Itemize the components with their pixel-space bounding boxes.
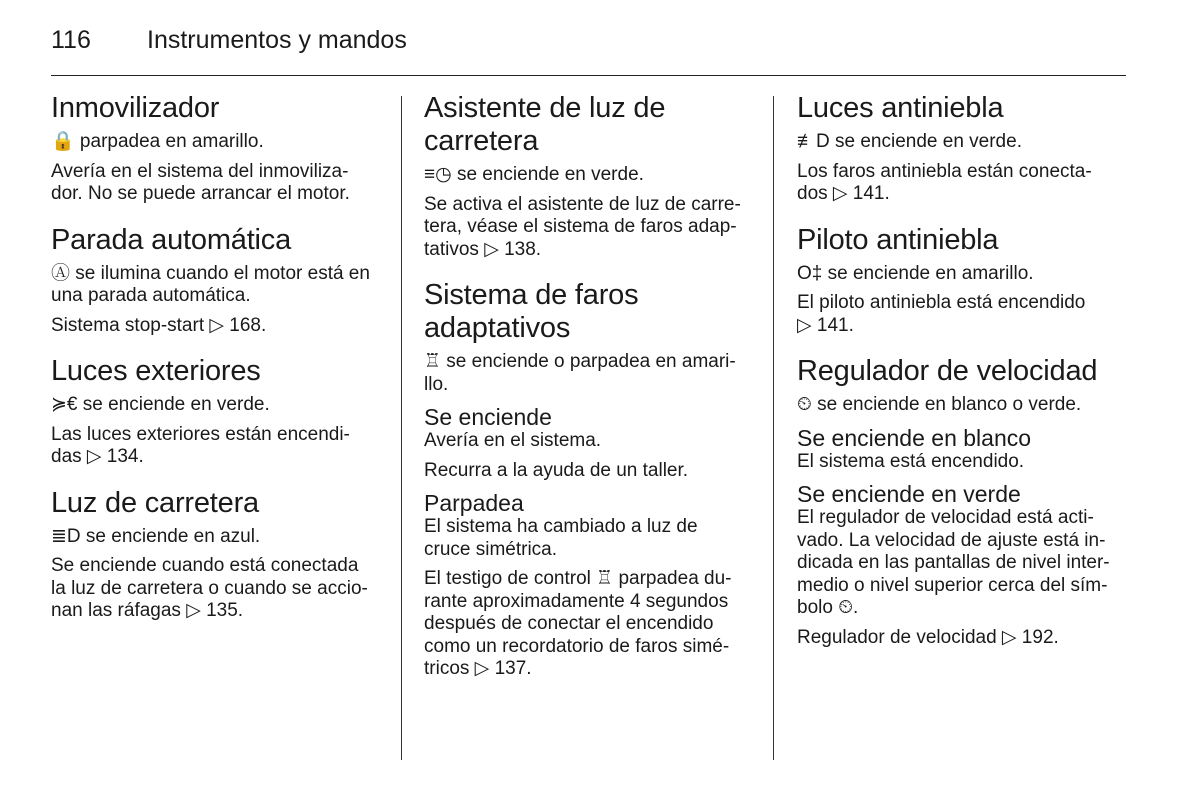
section-asistente-luz-carretera [424, 92, 754, 261]
paragraph: 🔒 parpadea en amarillo. [51, 131, 264, 152]
paragraph: El testigo de control ♖ parpadea du- rante aproximadamente 4 segundos después de conectar el encendido como un recordatorio de faros simé- tricos ▷ 137. [424, 568, 732, 679]
section-luces-exteriores [51, 355, 381, 469]
column-3 [797, 92, 1132, 656]
column-divider-1 [401, 96, 402, 760]
paragraph: Se activa el asistente de luz de carre- tera, véase el sistema de faros adap- tativos ▷ 138. [424, 193, 741, 260]
column-2 [424, 92, 754, 688]
column-divider-2 [773, 96, 774, 760]
section-title: Inmovilizador [51, 92, 220, 124]
section-title: Regulador de velocidad [797, 355, 1098, 387]
paragraph: Los faros antiniebla están conecta- dos ▷ 141. [797, 160, 1092, 204]
section-title: Luz de carretera [51, 486, 259, 519]
paragraph: Se enciende cuando está conectada la luz de carretera o cuando se accio- nan las ráfagas ▷ 135. [51, 555, 368, 621]
column-1 [51, 92, 381, 641]
page-title: Instrumentos y mandos [147, 25, 407, 54]
section-title: Luces exteriores [51, 355, 261, 387]
paragraph: ≡◷ se enciende en verde. [424, 164, 644, 185]
subsection-title: Parpadea [424, 490, 524, 516]
subsection-se-enciende-blanco [797, 425, 1132, 474]
section-inmovilizador [51, 92, 381, 206]
subsection-se-enciende-verde [797, 481, 1132, 649]
section-regulador-velocidad [797, 355, 1132, 417]
section-title: Sistema de faros adaptativos [424, 279, 639, 344]
subsection-title: Se enciende en verde [797, 481, 1021, 507]
page-header [51, 22, 407, 58]
page-number: 116 [51, 25, 91, 54]
paragraph: Las luces exteriores están encendi- das ▷ 134. [51, 423, 350, 467]
paragraph: El piloto antiniebla está encendido ▷ 141. [797, 292, 1086, 336]
paragraph: O‡ se enciende en amarillo. [797, 262, 1034, 284]
section-title: Luces antiniebla [797, 92, 1004, 124]
paragraph: Avería en el sistema. [424, 430, 602, 451]
paragraph: El sistema ha cambiado a luz de cruce simétrica. [424, 516, 698, 560]
paragraph: Avería en el sistema del inmoviliza- dor. No se puede arrancar el motor. [51, 160, 350, 204]
paragraph: Regulador de velocidad ▷ 192. [797, 626, 1059, 648]
header-divider [51, 75, 1126, 76]
section-title: Piloto antiniebla [797, 223, 999, 256]
section-title: Asistente de luz de carretera [424, 92, 666, 157]
section-luces-antiniebla [797, 92, 1132, 206]
paragraph: ≢D se enciende en verde. [797, 131, 1022, 152]
paragraph: ♖ se enciende o parpadea en amari- llo. [424, 351, 736, 395]
paragraph: ≣D se enciende en azul. [51, 525, 261, 547]
section-sistema-faros-adaptativos [424, 279, 754, 396]
section-luz-de-carretera [51, 487, 381, 623]
paragraph: Ⓐ se ilumina cuando el motor está en una parada automática. [51, 262, 370, 306]
paragraph: Recurra a la ayuda de un taller. [424, 459, 689, 481]
paragraph: ≽€ se enciende en verde. [51, 394, 270, 415]
section-parada-automatica [51, 224, 381, 338]
paragraph: El sistema está encendido. [797, 450, 1025, 472]
subsection-se-enciende [424, 404, 754, 482]
section-piloto-antiniebla [797, 224, 1132, 338]
paragraph: El regulador de velocidad está acti- vado. La velocidad de ajuste está in- dicada en las pantallas de nivel inter- medio o nivel superior cerca del sím- bolo ⏲. [797, 507, 1110, 618]
subsection-title: Se enciende en blanco [797, 424, 1032, 451]
subsection-parpadea [424, 490, 754, 681]
paragraph: Sistema stop-start ▷ 168. [51, 314, 267, 336]
subsection-title: Se enciende [424, 404, 552, 430]
section-title: Parada automática [51, 223, 292, 256]
paragraph: ⏲ se enciende en blanco o verde. [797, 394, 1082, 415]
